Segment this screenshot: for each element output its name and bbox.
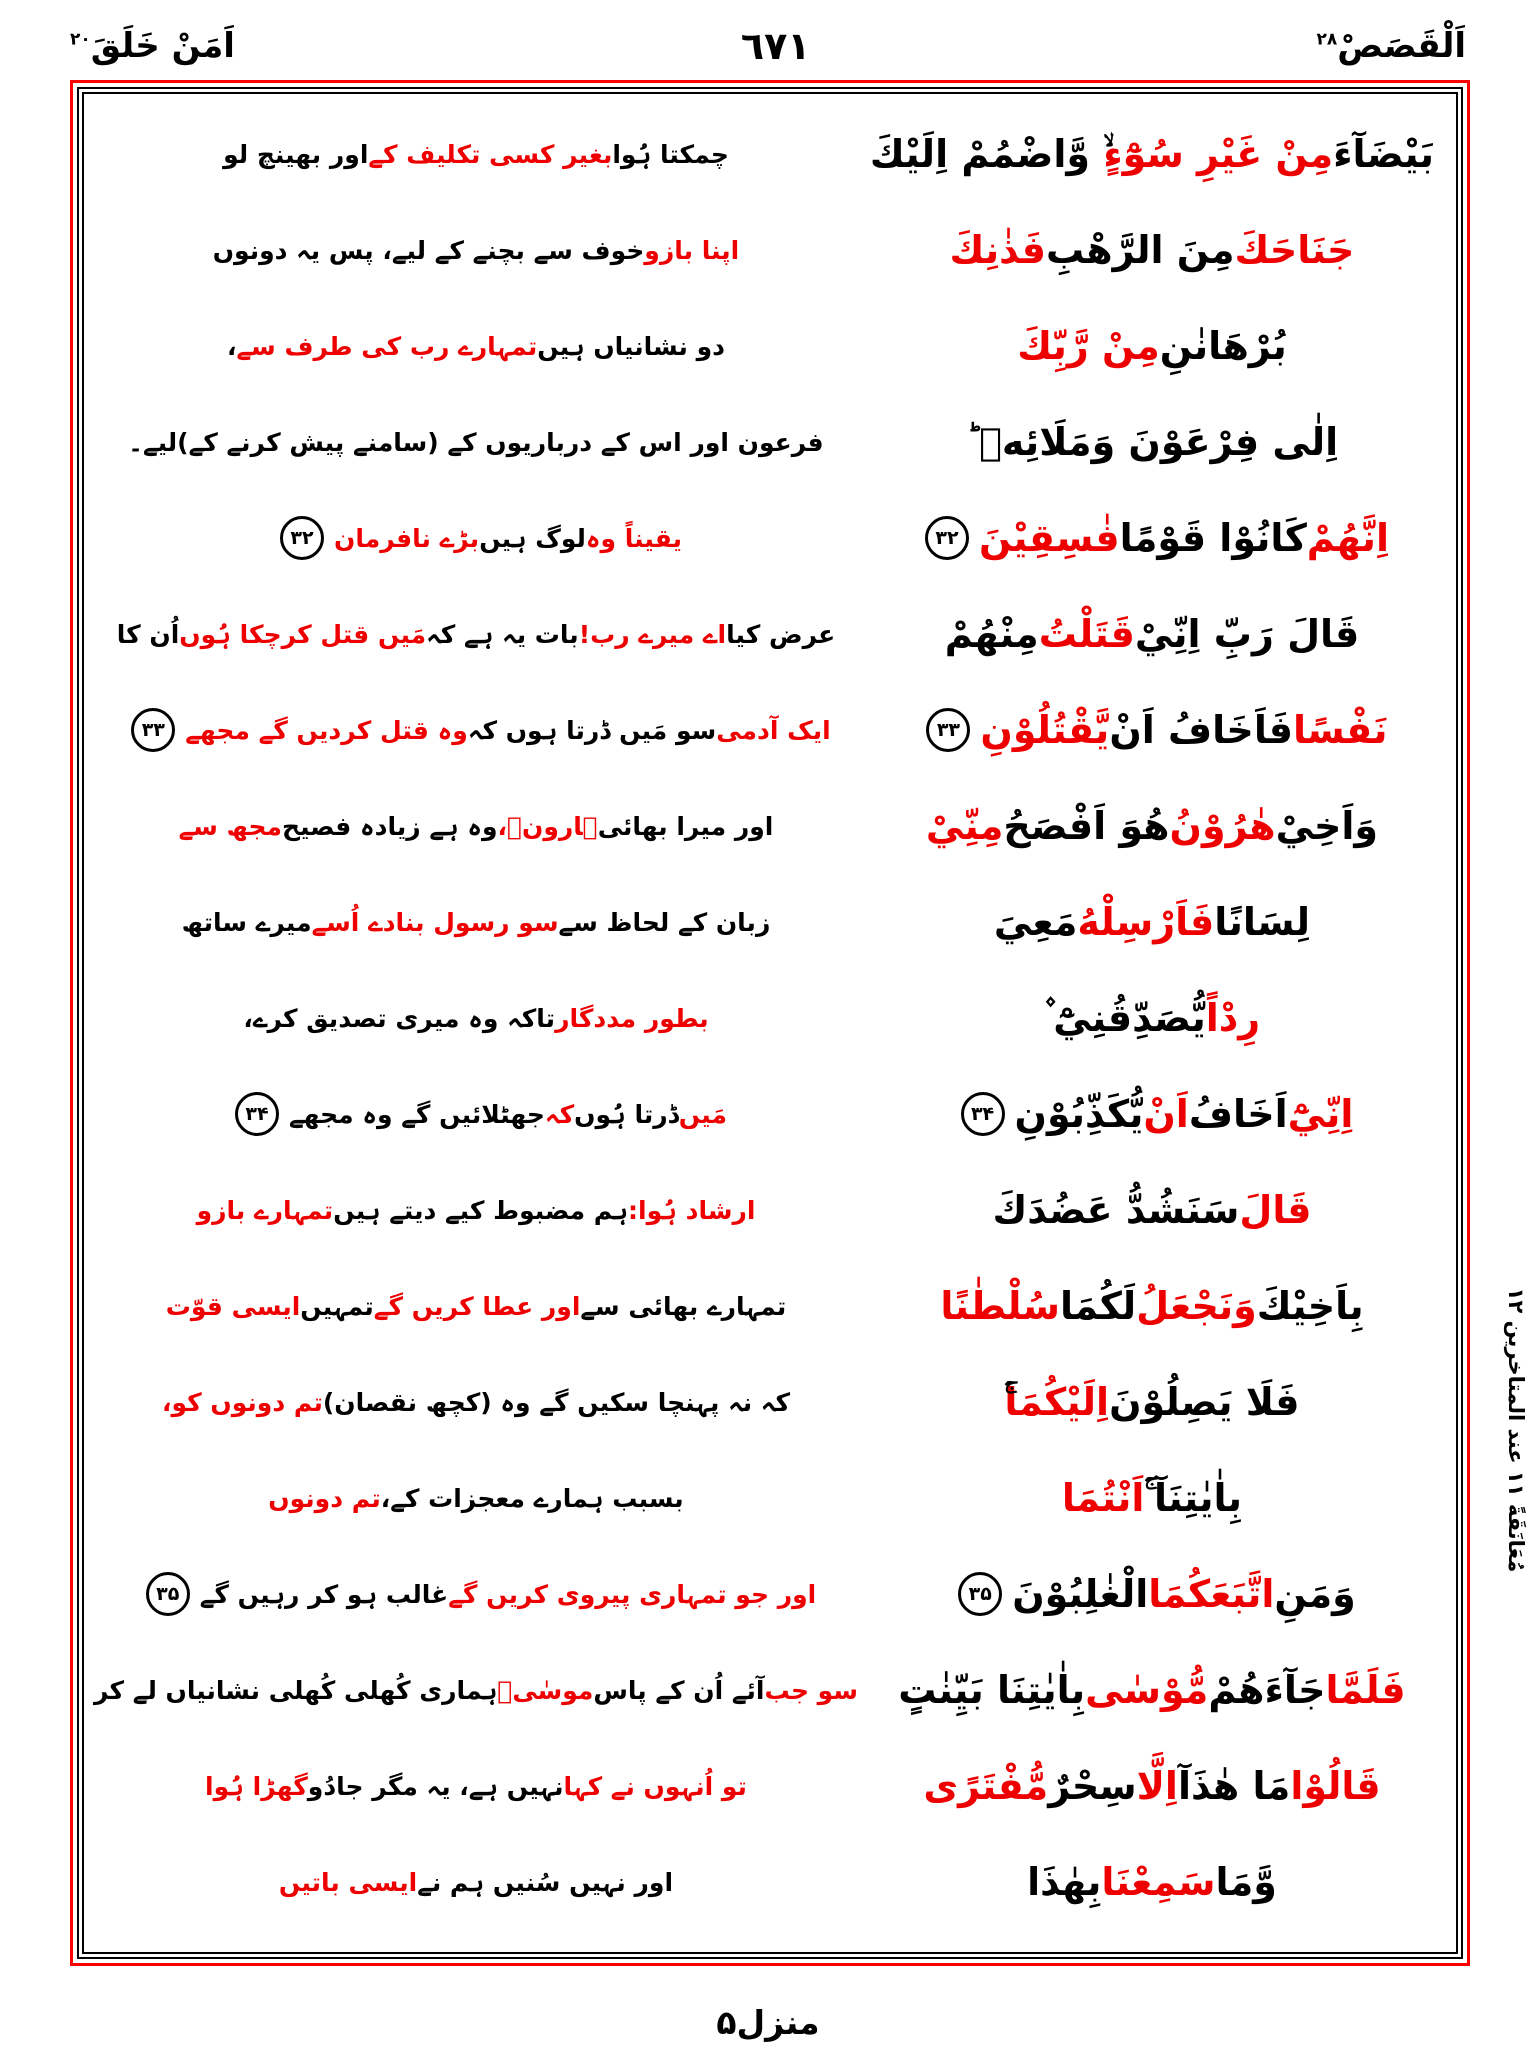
text-segment: وَنَجْعَلُ: [1136, 1284, 1257, 1328]
text-segment: غالب ہو کر رہیں گے: [199, 1579, 449, 1609]
text-segment: سُلْطٰنًا: [940, 1284, 1061, 1328]
text-segment: سو مَیں ڈرتا ہوں کہ: [467, 715, 717, 745]
text-segment: فٰسِقِيْنَ: [978, 516, 1120, 560]
text-segment: مُّوْسٰى: [1085, 1668, 1209, 1712]
juz-number: ۲۰: [70, 29, 91, 50]
text-segment: تمہیں: [300, 1291, 374, 1321]
text-segment: وہ قتل کردیں گے مجھے: [185, 715, 468, 745]
arabic-line: [858, 1450, 1446, 1546]
text-segment: قَالَ: [1239, 1188, 1312, 1232]
verse-number-badge: ۳۳: [131, 708, 175, 752]
text-segment: وَمَنِ: [1274, 1572, 1356, 1616]
urdu-line: [94, 394, 858, 490]
text-segment: میرے ساتھ: [181, 907, 312, 937]
text-segment: فَلَمَّا: [1325, 1668, 1406, 1712]
urdu-line: [94, 1066, 858, 1162]
text-segment: يُّكَذِّبُوْنِ: [1014, 1092, 1144, 1136]
text-segment: لِسَانًا: [1214, 900, 1311, 944]
text-segment: تم دونوں: [268, 1483, 381, 1513]
urdu-line: [94, 586, 858, 682]
text-segment: بات یہ ہے کہ: [426, 619, 579, 649]
arabic-line: [858, 106, 1446, 202]
text-segment: بُرْهَانٰنِ: [1159, 324, 1287, 368]
verse-number-badge: ۳۴: [235, 1092, 279, 1136]
text-segment: مِنَ الرَّهْبِ: [1046, 228, 1235, 272]
text-segment: اور جو تمہاری پیروی کریں گے: [448, 1579, 817, 1609]
text-segment: خوف سے بچنے کے لیے، پس یہ دونوں: [212, 235, 645, 265]
text-segment: جَنَاحَكَ: [1234, 228, 1355, 272]
text-segment: تم دونوں کو،: [161, 1387, 323, 1417]
text-segment: دو نشانیاں ہیں: [537, 331, 725, 361]
text-segment: بِهٰذَا: [1027, 1860, 1102, 1904]
text-segment: بِاَخِيْكَ: [1256, 1284, 1364, 1328]
urdu-line: [94, 874, 858, 970]
text-segment: مجھ سے: [178, 811, 283, 841]
text-segment: بغیر کسی تکلیف کے: [368, 139, 613, 169]
text-segment: بسبب ہمارے معجزات کے،: [380, 1483, 684, 1513]
text-segment: مِنِّيْ: [925, 804, 1004, 848]
text-segment: لوگ ہیں: [479, 523, 586, 553]
text-segment: اُن کا: [116, 619, 180, 649]
arabic-line: [858, 298, 1446, 394]
text-segment: ایسی باتیں: [278, 1867, 418, 1897]
arabic-line: [858, 586, 1446, 682]
text-segment: فَلَا يَصِلُوْنَ: [1109, 1380, 1300, 1424]
urdu-line: [94, 778, 858, 874]
arabic-line: [858, 874, 1446, 970]
text-segment: فرعون اور اس کے درباریوں کے (سامنے پیش کرنے کے)لیے۔: [128, 427, 824, 457]
text-segment: ہارونؑ،: [497, 811, 598, 841]
text-segment: اَخَافُ: [1188, 1092, 1288, 1136]
text-segment: اَنْتُمَا: [1061, 1476, 1145, 1520]
arabic-line: [858, 970, 1446, 1066]
text-segment: چمکتا ہُوا: [612, 139, 729, 169]
text-segment: گھڑا ہُوا: [205, 1771, 308, 1801]
text-segment: بِاٰيٰتِنَا بَيِّنٰتٍ: [898, 1668, 1086, 1712]
arabic-line: [858, 1258, 1446, 1354]
text-segment: مِنْ رَّبِّكَ: [1017, 324, 1160, 368]
text-segment: کہ نہ پہنچا سکیں گے وہ (کچھ نقصان): [322, 1387, 790, 1417]
text-segment: ڈرتا ہُوں: [574, 1099, 679, 1129]
urdu-line: [94, 682, 858, 778]
text-segment: نَفْسًا: [1292, 708, 1388, 752]
text-segment: سِحْرٌ: [1048, 1764, 1137, 1808]
text-segment: تو اُنہوں نے کہا: [563, 1771, 747, 1801]
text-segment: مَا هٰذَآ: [1177, 1764, 1291, 1808]
text-segment: وہ ہے زیادہ فصیح: [282, 811, 498, 841]
text-segment: ،: [227, 331, 237, 361]
urdu-translation-column: [94, 106, 858, 1952]
text-segment: ایک آدمی: [716, 715, 831, 745]
text-segment: اور بھینچ لو: [223, 139, 369, 169]
text-segment: اتَّبَعَكُمَا: [1148, 1572, 1275, 1616]
arabic-line: [858, 1642, 1446, 1738]
urdu-line: [94, 1162, 858, 1258]
text-segment: فَاَرْسِلْهُ: [1077, 900, 1215, 944]
text-segment: کہ: [544, 1099, 575, 1129]
text-segment: هٰرُوْنُ: [1169, 804, 1276, 848]
inner-border: [77, 87, 1463, 1959]
arabic-line: [858, 1354, 1446, 1450]
arabic-text-column: [858, 106, 1446, 1952]
text-segment: اِلَّا: [1136, 1764, 1178, 1808]
urdu-line: [94, 1354, 858, 1450]
text-segment: يَّقْتُلُوْنِ: [980, 708, 1110, 752]
text-segment: فَذٰنِكَ: [949, 228, 1047, 272]
text-segment: ایسی قوّت: [165, 1291, 301, 1321]
text-segment: لَكُمَا: [1060, 1284, 1137, 1328]
arabic-line: [858, 1738, 1446, 1834]
verse-number-badge: ۳۵: [958, 1572, 1002, 1616]
text-segment: موسٰیؑ: [497, 1675, 594, 1705]
verse-number-badge: ۳۲: [280, 516, 324, 560]
arabic-line: [858, 1546, 1446, 1642]
arabic-line: [858, 1162, 1446, 1258]
urdu-line: [94, 1738, 858, 1834]
text-segment: اِلٰى فِرْعَوْنَ وَمَلَائِهٖ ؕ: [965, 420, 1339, 464]
text-segment: فَاَخَافُ اَنْ: [1109, 708, 1293, 752]
text-segment: بَيْضَآءَ: [1333, 132, 1435, 176]
text-segment: مُّفْتَرًى: [923, 1764, 1049, 1808]
arabic-line: [858, 394, 1446, 490]
urdu-line: [94, 1258, 858, 1354]
urdu-line: [94, 1642, 858, 1738]
text-segment: مَعِيَ: [993, 900, 1078, 944]
text-segment: سَمِعْنَا: [1101, 1860, 1216, 1904]
text-segment: ہم مضبوط کیے دیتے ہیں: [333, 1195, 629, 1225]
page-number: ٦٧١: [740, 24, 811, 68]
text-segment: قَالُوْا: [1290, 1764, 1381, 1808]
verse-number-badge: ۳۴: [961, 1092, 1005, 1136]
page-header: [70, 14, 1466, 78]
urdu-line: [94, 106, 858, 202]
verse-number-badge: ۳۳: [926, 708, 970, 752]
juz-name: اَمَنْ خَلَقَ: [90, 26, 235, 66]
text-segment: وَّمَا: [1215, 1860, 1277, 1904]
text-segment: اِنَّهُمْ: [1306, 516, 1389, 560]
text-segment: زبان کے لحاظ سے: [558, 907, 771, 937]
urdu-line: [94, 298, 858, 394]
verse-number-badge: ۳۲: [925, 516, 969, 560]
text-segment: اِلَيْكُمَا: [1004, 1380, 1110, 1424]
text-segment: قَالَ رَبِّ اِنِّيْ: [1134, 612, 1360, 656]
arabic-line: [858, 1066, 1446, 1162]
arabic-line: [858, 202, 1446, 298]
arabic-line: [858, 778, 1446, 874]
text-segment: ۙ وَّاضْمُمْ اِلَيْكَ: [869, 131, 1104, 176]
text-segment: ارشاد ہُوا:: [628, 1195, 756, 1225]
text-segment: تاکہ وہ میری تصدیق کرے،: [243, 1003, 556, 1033]
juz-title: [70, 26, 235, 66]
arabic-line: [858, 490, 1446, 586]
text-segment: اور عطا کریں گے: [373, 1291, 581, 1321]
text-segment: مِنْهُمْ: [944, 612, 1039, 656]
text-segment: وَاَخِيْ: [1275, 804, 1379, 848]
text-segment: الْغٰلِبُوْنَ: [1012, 1572, 1149, 1616]
surah-number: ۲۸: [1316, 29, 1338, 50]
text-segment: سو رسول بنادے اُسے: [311, 907, 559, 937]
text-segment: بطور مددگار: [555, 1003, 709, 1033]
text-segment: بڑے نافرمان: [333, 523, 480, 553]
text-segment: كَانُوْا قَوْمًا: [1119, 516, 1307, 560]
text-segment: اَنْ: [1143, 1092, 1189, 1136]
urdu-line: [94, 1450, 858, 1546]
text-segment: رِدْاً: [1205, 996, 1261, 1040]
text-segment: اِنِّيْٓ: [1287, 1092, 1354, 1136]
urdu-line: [94, 490, 858, 586]
text-segment: ہماری کُھلی کُھلی نشانیاں لے کر: [94, 1675, 498, 1705]
text-segment: مَیں: [678, 1099, 727, 1129]
text-segment: بِاٰيٰتِنَآ ۚۛ: [1144, 1475, 1243, 1520]
arabic-line: [858, 1834, 1446, 1930]
text-segment: هُوَ اَفْصَحُ: [1003, 804, 1170, 848]
text-segment: تمہارے رب کی طرف سے: [236, 331, 538, 361]
text-segment: یقیناً وہ: [585, 523, 682, 553]
urdu-line: [94, 202, 858, 298]
surah-name: اَلْقَصَصْ: [1337, 26, 1466, 66]
text-columns: [84, 94, 1456, 1952]
text-segment: مِنْ غَيْرِ سُوْٓءٍ: [1103, 132, 1334, 176]
verse-number-badge: ۳۵: [146, 1572, 190, 1616]
urdu-line: [94, 970, 858, 1066]
text-segment: قَتَلْتُ: [1038, 612, 1135, 656]
text-segment: آئے اُن کے پاس: [593, 1675, 765, 1705]
margin-note: مُعَانَقَةً ۱۱ عند المتاخرین ۱۲: [1504, 1287, 1528, 1573]
manzil-footer: منزل۵: [716, 2003, 820, 2042]
text-segment: سَنَشُدُّ عَضُدَكَ: [992, 1188, 1240, 1232]
urdu-line: [94, 1546, 858, 1642]
text-segment: اور میرا بھائی: [597, 811, 774, 841]
text-segment: سو جب: [764, 1675, 858, 1705]
urdu-line: [94, 1834, 858, 1930]
text-segment: جھٹلائیں گے وہ مجھے: [288, 1099, 545, 1129]
page-border-frame: [70, 80, 1470, 1966]
text-segment: تمہارے بازو: [196, 1195, 334, 1225]
text-segment: اے میرے رب!: [578, 619, 727, 649]
text-segment: يُّصَدِّقُنِيْٓ ۫: [1043, 995, 1206, 1040]
surah-title: [1316, 26, 1466, 66]
text-segment: اور نہیں سُنیں ہم نے: [417, 1867, 674, 1897]
text-segment: اپنا بازو: [644, 235, 740, 265]
text-segment: مَیں قتل کرچکا ہُوں: [179, 619, 427, 649]
text-segment: عرض کیا: [726, 619, 836, 649]
text-segment: نہیں ہے، یہ مگر جادُو: [307, 1771, 564, 1801]
text-segment: تمہارے بھائی سے: [580, 1291, 787, 1321]
text-segment: جَآءَهُمْ: [1208, 1668, 1326, 1712]
arabic-line: [858, 682, 1446, 778]
